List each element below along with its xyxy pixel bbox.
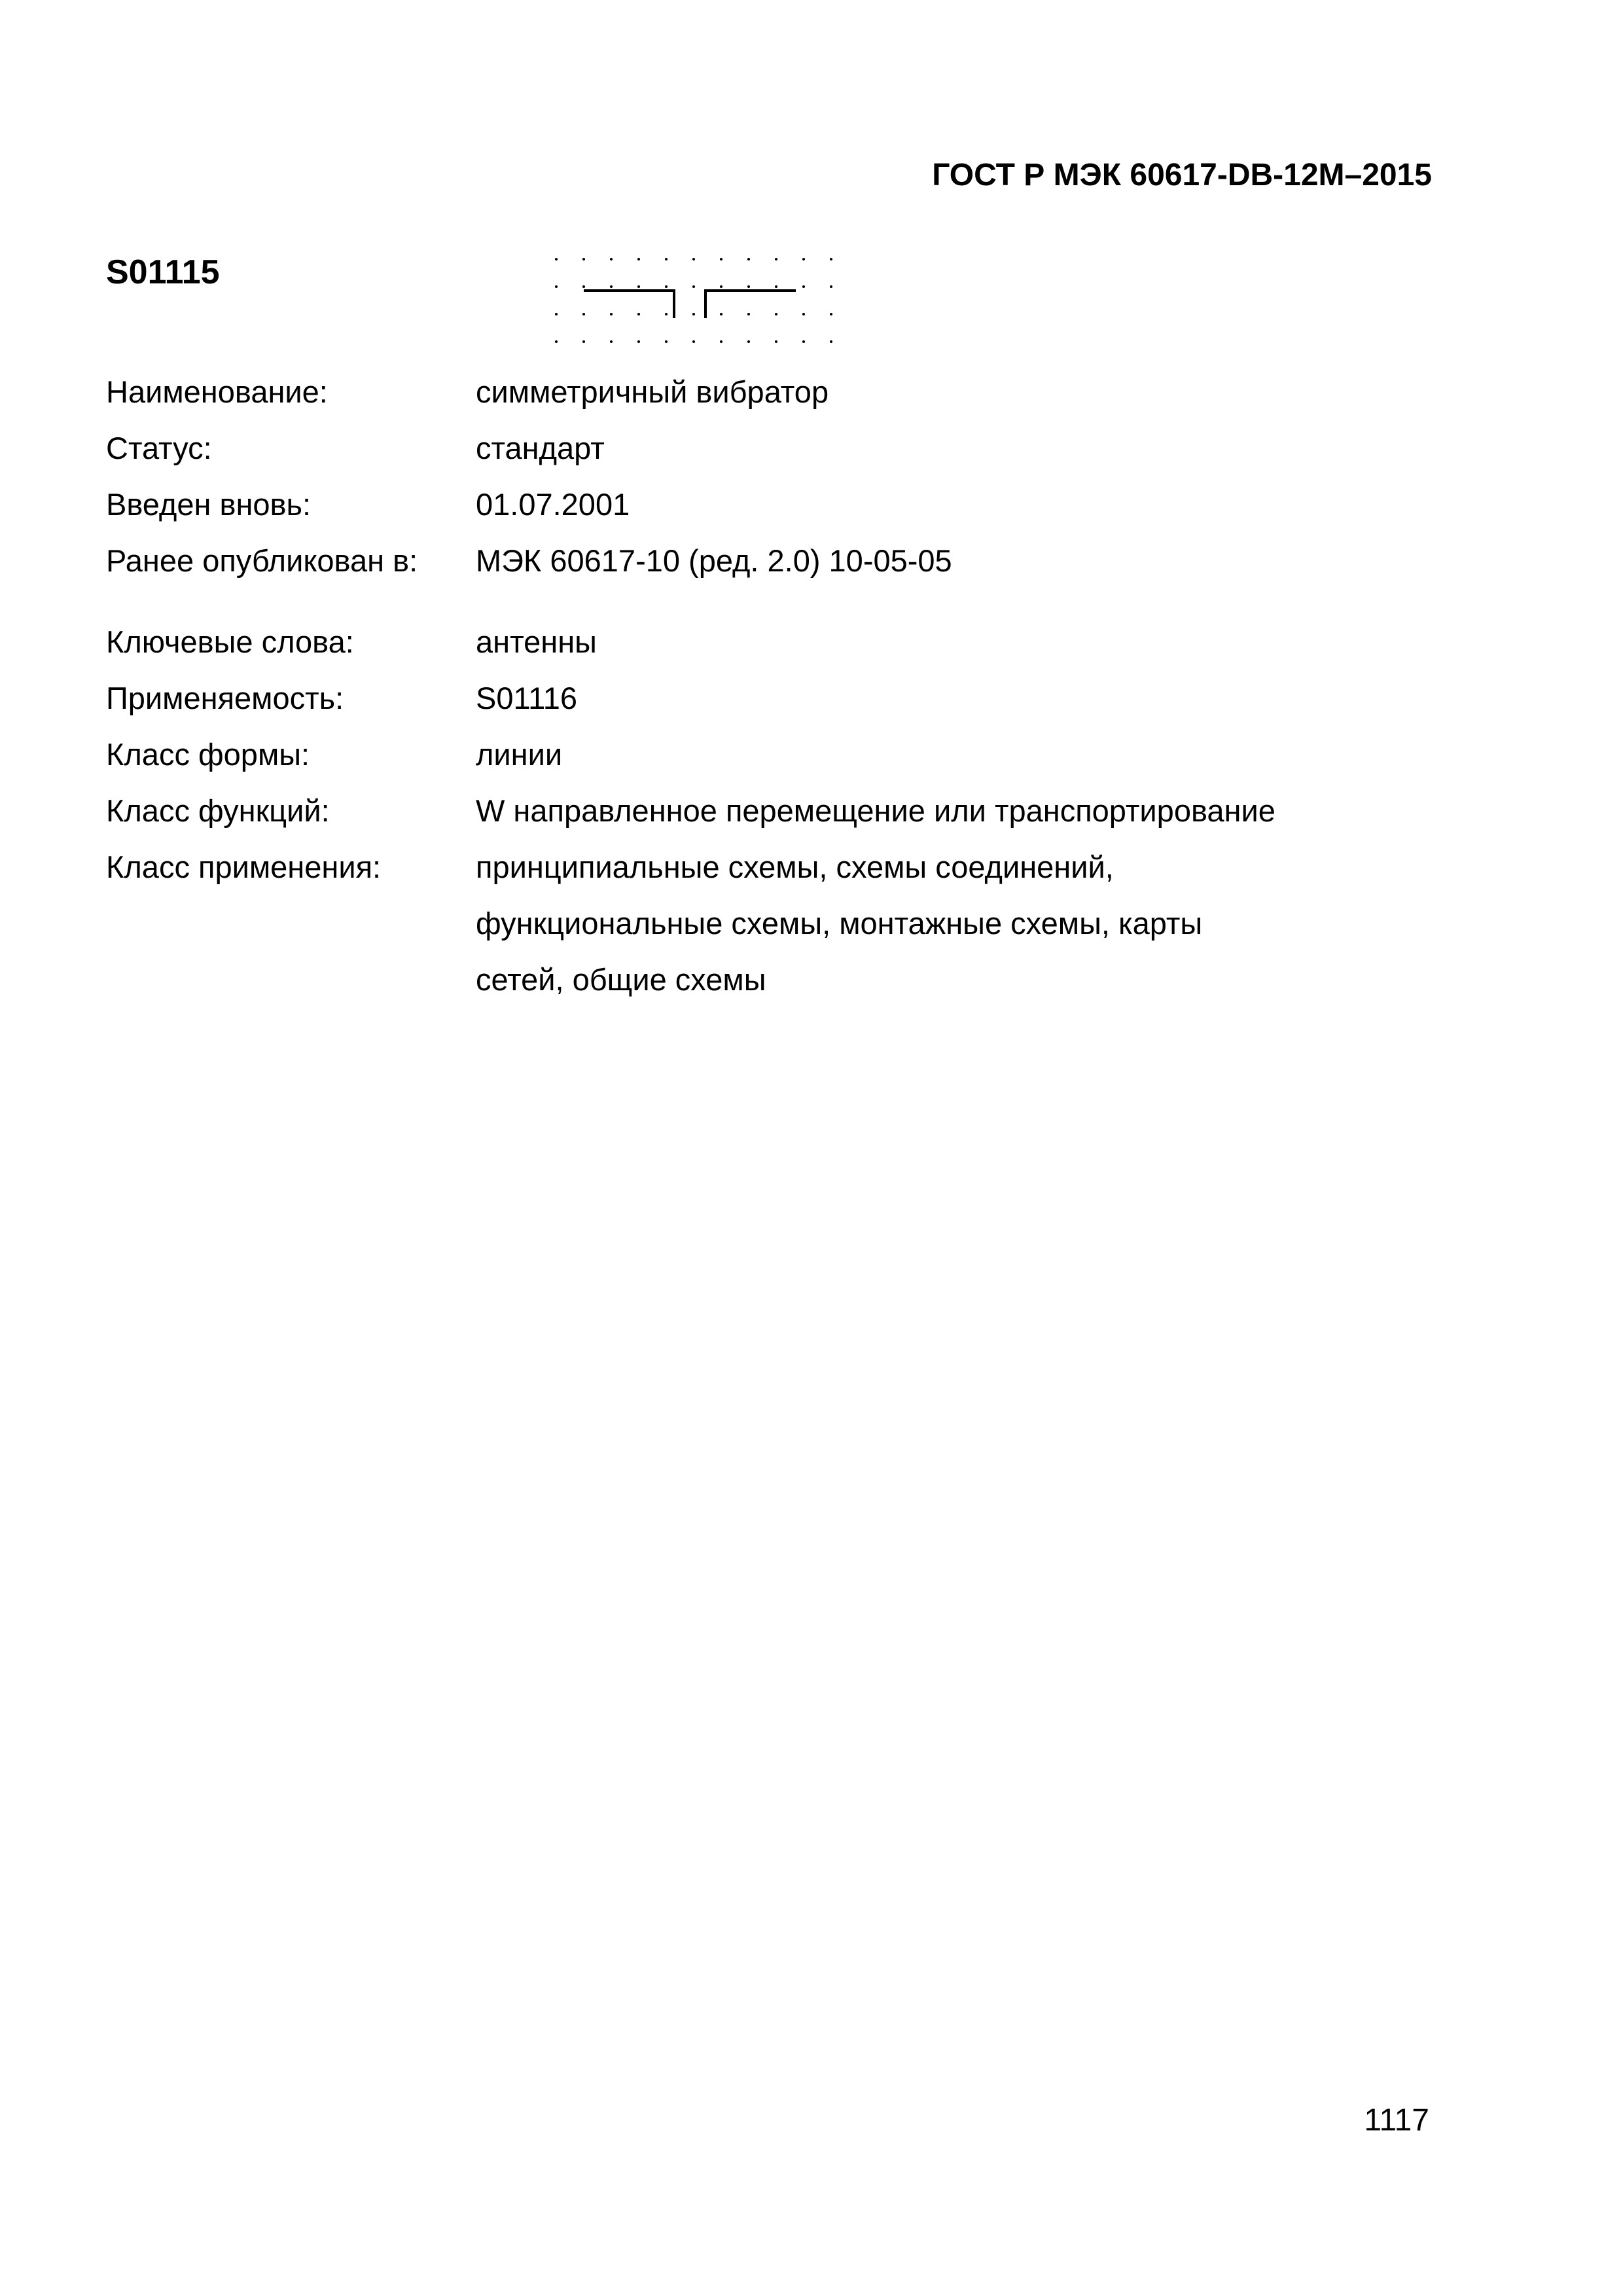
grid-dot [582,340,585,343]
property-label: Статус: [106,431,212,465]
property-row-keywords [106,614,1480,670]
property-value: S01116 [476,681,578,715]
grid-dot [555,340,558,343]
property-row-applicability [106,670,1480,726]
dipole-left-arm [584,291,674,318]
property-row-name [106,364,1480,420]
property-row-shape-class [106,726,1480,783]
property-label: Класс функций: [106,793,330,828]
grid-dot [610,313,613,315]
property-label: Введен вновь: [106,487,312,522]
page-number: 1117 [1364,2103,1429,2138]
dipole-right-arm [705,291,796,318]
property-label: Ранее опубликован в: [106,543,418,578]
document-header: ГОСТ Р МЭК 60617-DB-12M–2015 [932,158,1432,192]
property-label: Класс применения: [106,850,382,884]
property-value-line: принципиальные схемы, схемы соединений, [476,850,1114,884]
grid-dot [582,258,585,260]
grid-dot [747,285,750,288]
property-row-status [106,420,1480,476]
grid-dot [692,340,695,343]
property-label: Ключевые слова: [106,624,354,659]
grid-dot [830,258,832,260]
property-value-line: сетей, общие схемы [476,962,766,997]
grid-dot [610,340,613,343]
property-value: симметричный вибратор [476,374,829,409]
grid-dot [747,313,750,315]
dipole-symbol-graphic [550,253,838,351]
property-row-published [106,533,1480,589]
grid-dot [747,258,750,260]
grid-dot [802,340,805,343]
grid-dot [775,258,777,260]
symbol-properties [106,364,1480,1008]
grid-dot [637,258,640,260]
grid-dot [610,258,613,260]
grid-dot [665,340,668,343]
grid-dot [692,313,695,315]
grid-dot [692,258,695,260]
grid-dot [802,285,805,288]
grid-dot [775,340,777,343]
grid-dot [802,258,805,260]
grid-dot [582,313,585,315]
grid-dot [830,340,832,343]
property-value: линии [476,737,563,772]
grid-dot [637,285,640,288]
property-value: W направленное перемещение или транспортирование [476,793,1275,828]
grid-dot [555,258,558,260]
grid-dot [665,285,668,288]
property-row-function-class [106,783,1480,839]
grid-dot [775,313,777,315]
property-value: стандарт [476,431,605,465]
grid-dot [555,285,558,288]
property-value: антенны [476,624,597,659]
property-value: 01.07.2001 [476,487,630,522]
grid-dot [637,340,640,343]
grid-dot [720,340,722,343]
property-label: Применяемость: [106,681,344,715]
grid-dot [637,313,640,315]
grid-dot [720,258,722,260]
grid-dot [610,285,613,288]
property-value-line: функциональные схемы, монтажные схемы, карты [476,906,1203,941]
property-value-multiline [476,839,1480,1008]
grid-dot [720,285,722,288]
property-value: МЭК 60617-10 (ред. 2.0) 10-05-05 [476,543,952,578]
grid-dot [692,285,695,288]
property-row-application-class [106,839,1480,1008]
property-row-introduced [106,476,1480,533]
grid-dot [830,313,832,315]
grid-dot [802,313,805,315]
grid-dot [555,313,558,315]
grid-dot [830,285,832,288]
grid-dots [555,258,832,343]
grid-dot [720,313,722,315]
dipole-lines [584,291,796,318]
property-label: Наименование: [106,374,328,409]
grid-dot [665,258,668,260]
grid-dot [665,313,668,315]
property-label: Класс формы: [106,737,310,772]
grid-dot [747,340,750,343]
section-gap [106,589,1480,614]
grid-dot [582,285,585,288]
symbol-code: S01115 [106,253,220,291]
grid-dot [775,285,777,288]
